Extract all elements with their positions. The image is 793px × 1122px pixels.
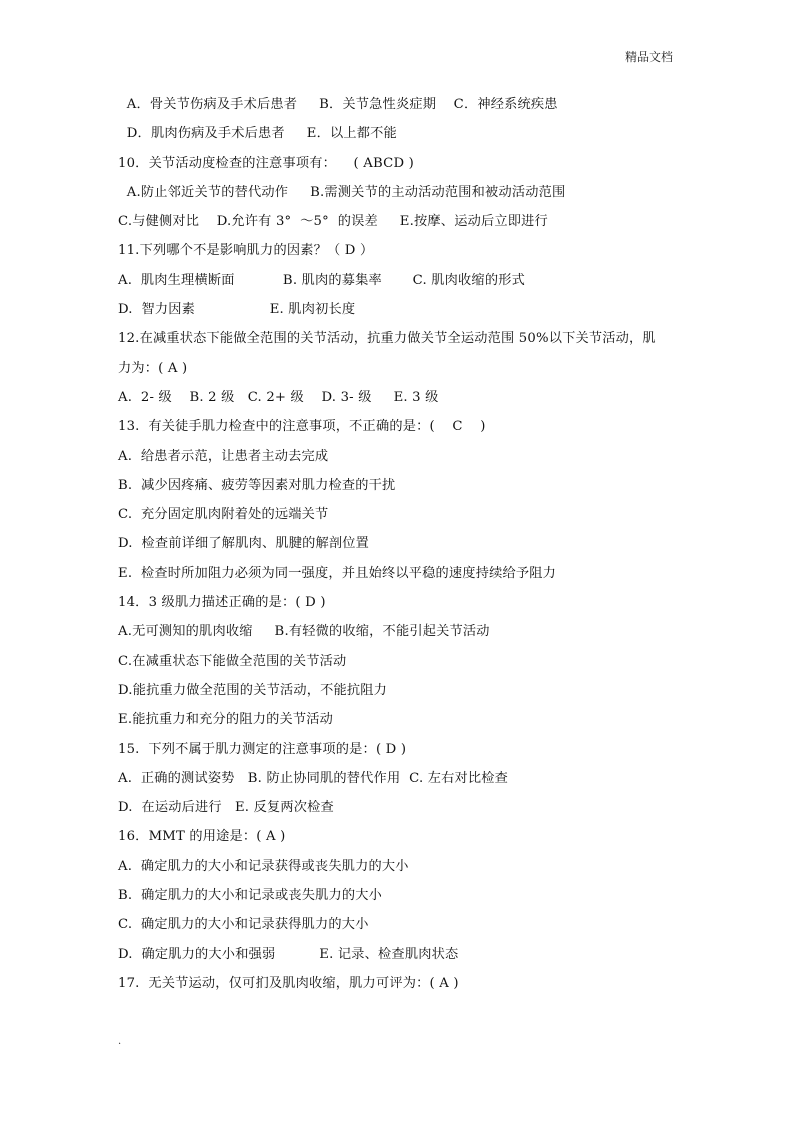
- text-line: A. 正确的测试姿势 B. 防止协同肌的替代作用 C. 左右对比检查: [118, 770, 509, 786]
- text-line: A.防止邻近关节的替代动作 B.需测关节的主动活动范围和被动活动范围: [118, 184, 566, 200]
- text-line: B. 确定肌力的大小和记录或丧失肌力的大小: [118, 888, 383, 904]
- document-body: [118, 90, 688, 998]
- text-line: A. 2- 级 B. 2 级 C. 2+ 级 D. 3- 级 E. 3 级: [118, 389, 439, 405]
- text-line: A. 确定肌力的大小和记录获得或丧失肌力的大小: [118, 858, 409, 874]
- text-line: C. 充分固定肌肉附着处的远端关节: [118, 507, 329, 523]
- text-line: D. 智力因素 E. 肌肉初长度: [118, 302, 356, 318]
- text-line: E. 检查时所加阻力必须为同一强度，并且始终以平稳的速度持续给予阻力: [118, 565, 557, 581]
- text-line: A.无可测知的肌肉收缩 B.有轻微的收缩，不能引起关节活动: [118, 624, 490, 640]
- question-15: 15. 下列不属于肌力测定的注意事项的是：( D ): [118, 741, 407, 757]
- page-header: 精品文档: [624, 50, 673, 64]
- footer-mark: .: [118, 1036, 122, 1047]
- question-12: 12.在减重状态下能做全范围的关节活动，抗重力做关节全运动范围 50%以下关节活动，肌: [118, 331, 656, 347]
- question-14: 14．3 级肌力描述正确的是：( D ): [118, 595, 326, 611]
- question-10: 10．关节活动度检查的注意事项有： ( ABCD ): [118, 155, 414, 171]
- text-line: A. 肌肉生理横断面 B. 肌肉的募集率 C. 肌肉收缩的形式: [118, 272, 525, 288]
- text-line: C.与健侧对比 D.允许有 3° ～5° 的误差 E.按摩、运动后立即进行: [118, 214, 548, 230]
- text-line: C.在减重状态下能做全范围的关节活动: [118, 653, 347, 669]
- question-17: 17. 无关节运动，仅可扪及肌肉收缩，肌力可评为：( A ): [118, 975, 459, 991]
- text-line: A. 给患者示范，让患者主动去完成: [118, 448, 329, 464]
- text-line: D. 在运动后进行 E. 反复两次检查: [118, 800, 334, 816]
- text-line: 力为：( A ): [118, 360, 188, 376]
- text-line: D.能抗重力做全范围的关节活动，不能抗阻力: [118, 682, 388, 698]
- text-line: C. 确定肌力的大小和记录获得肌力的大小: [118, 917, 369, 933]
- question-13: 13. 有关徒手肌力检查中的注意事项，不正确的是：( C ): [118, 419, 486, 435]
- question-16: 16．MMT 的用途是：( A ): [118, 829, 286, 845]
- text-line: D．肌肉伤病及手术后患者 E．以上都不能: [118, 126, 397, 142]
- text-line: E.能抗重力和充分的阻力的关节活动: [118, 712, 334, 728]
- text-line: D. 检查前详细了解肌肉、肌腱的解剖位置: [118, 536, 370, 552]
- text-line: D. 确定肌力的大小和强弱 E. 记录、检查肌肉状态: [118, 946, 459, 962]
- text-line: B. 减少因疼痛、疲劳等因素对肌力检查的干扰: [118, 477, 396, 493]
- text-line: A．骨关节伤病及手术后患者 B．关节急性炎症期 C．神经系统疾患: [118, 97, 558, 112]
- question-11: 11.下列哪个不是影响肌力的因素？（ D ）: [118, 243, 374, 259]
